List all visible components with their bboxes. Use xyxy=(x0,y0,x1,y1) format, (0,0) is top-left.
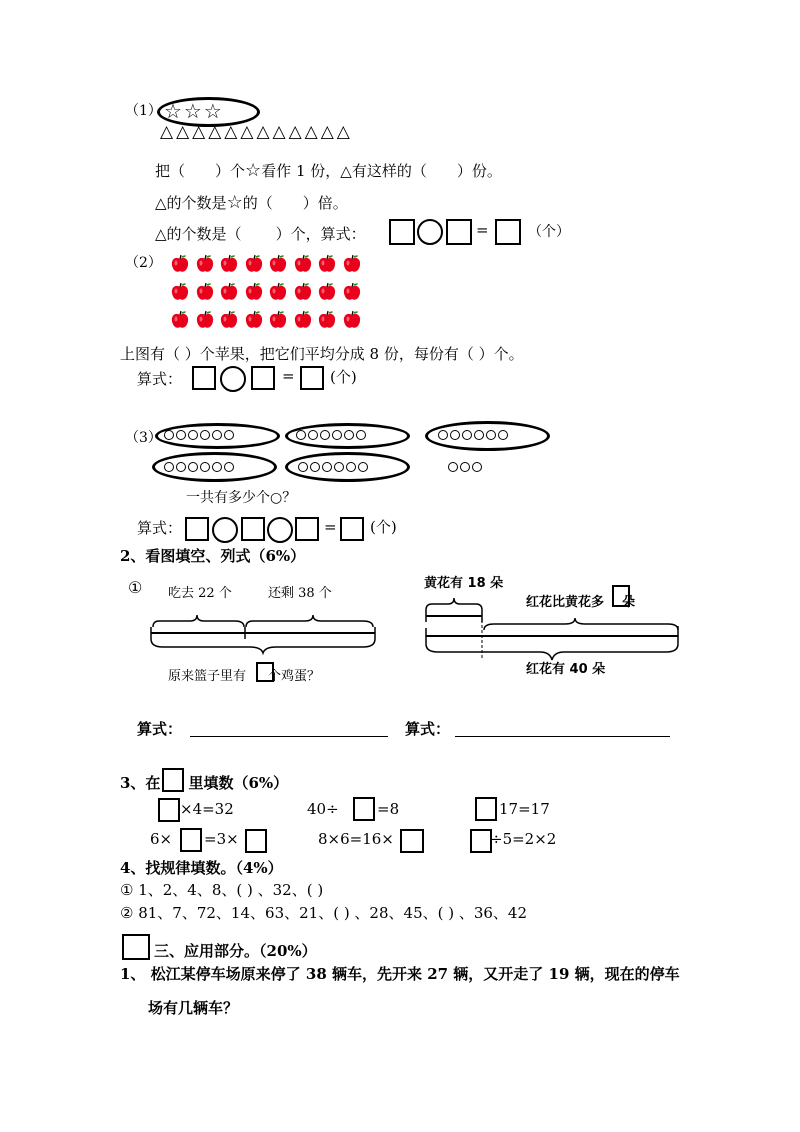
small-circle xyxy=(200,430,210,440)
flower-segment-diagram xyxy=(420,590,685,665)
q2-label: （2） xyxy=(125,255,162,271)
small-circle xyxy=(438,430,448,440)
small-circle xyxy=(224,462,234,472)
answer-box[interactable] xyxy=(158,798,180,822)
sequence-1: ① 1、2、4、8、( ) 、32、( ) xyxy=(120,881,324,899)
equation: 17=17 xyxy=(499,800,550,818)
small-circle xyxy=(164,430,174,440)
equals-sign: = xyxy=(324,518,337,536)
answer-box[interactable] xyxy=(340,517,364,541)
triangle-icon: △ xyxy=(340,162,352,180)
section-3-heading: 3、在 里填数（6%） xyxy=(120,774,289,792)
apple-icon xyxy=(170,254,190,274)
answer-box[interactable] xyxy=(353,797,375,821)
apple-icon xyxy=(244,310,264,330)
apple-icon xyxy=(268,310,288,330)
small-circle xyxy=(200,462,210,472)
small-circle xyxy=(212,430,222,440)
apple-icon xyxy=(195,310,215,330)
eaten-label: 吃去 22 个 xyxy=(168,586,232,601)
small-circle xyxy=(320,430,330,440)
small-circle xyxy=(310,462,320,472)
unit-label: (个) xyxy=(370,518,397,536)
apple-icon xyxy=(268,282,288,302)
triangle-icon: △ xyxy=(155,225,167,243)
apple-icon xyxy=(317,282,337,302)
small-circle xyxy=(474,430,484,440)
apple-icon xyxy=(244,254,264,274)
problem-1: 1、 松江某停车场原来停了 38 辆车，先开来 27 辆，又开走了 19 辆，现在的停车 xyxy=(120,965,680,983)
answer-box[interactable] xyxy=(245,829,267,853)
operator-circle[interactable] xyxy=(417,219,443,245)
equation: 8×6=16× xyxy=(318,830,394,848)
apple-icon xyxy=(219,254,239,274)
answer-box[interactable] xyxy=(470,829,492,853)
answer-box[interactable] xyxy=(251,366,275,390)
apple-icon xyxy=(268,254,288,274)
equation: ×4=32 xyxy=(180,800,234,818)
equation: 6× xyxy=(150,830,173,848)
small-circle xyxy=(188,430,198,440)
equation: 40÷ xyxy=(307,800,339,818)
small-circle xyxy=(334,462,344,472)
small-circle xyxy=(472,462,482,472)
small-circle xyxy=(344,430,354,440)
q1-line2: △的个数是☆的（ ）倍。 xyxy=(155,192,348,213)
apple-icon xyxy=(244,282,264,302)
redmore-unit: 朵 xyxy=(622,595,636,610)
formula-label: 算式： xyxy=(405,720,451,738)
small-circle xyxy=(356,430,366,440)
yellow-label: 黄花有 18 朵 xyxy=(424,576,504,591)
circle-row xyxy=(297,459,369,475)
apple-icon xyxy=(219,282,239,302)
formula-label: 算式： xyxy=(137,370,183,388)
egg-segment-diagram xyxy=(145,605,385,655)
section-2-heading: 2、看图填空、列式（6%） xyxy=(120,547,306,565)
apple-icon xyxy=(170,310,190,330)
answer-box xyxy=(162,768,184,792)
formula-label: 算式： xyxy=(137,720,183,738)
apple-icon xyxy=(317,310,337,330)
answer-box[interactable] xyxy=(256,662,274,682)
equation: =3× xyxy=(204,830,239,848)
operator-circle[interactable] xyxy=(267,517,293,543)
answer-box[interactable] xyxy=(192,366,216,390)
redmore-label: 红花比黄花多 xyxy=(526,595,605,610)
answer-box[interactable] xyxy=(389,219,415,245)
section-4-heading: 4、找规律填数。（4%） xyxy=(120,859,283,877)
q1-label: （1） xyxy=(125,103,162,119)
equals-sign: = xyxy=(282,367,295,385)
sequence-2: ② 81、7、72、14、63、21、( ) 、28、45、( ) 、36、42 xyxy=(120,904,528,922)
small-circle xyxy=(332,430,342,440)
apple-icon xyxy=(195,254,215,274)
small-circle xyxy=(212,462,222,472)
circle-row xyxy=(295,427,367,443)
small-circle xyxy=(176,462,186,472)
star-icon: ☆ xyxy=(226,192,243,213)
answer-box[interactable] xyxy=(241,517,265,541)
apple-icon xyxy=(342,282,362,302)
small-circle xyxy=(462,430,472,440)
apple-icon xyxy=(342,310,362,330)
small-circle xyxy=(450,430,460,440)
q3-label: （3） xyxy=(125,430,162,446)
problem-1-cont: 场有几辆车？ xyxy=(148,999,239,1017)
small-circle xyxy=(298,462,308,472)
equals-sign: = xyxy=(476,221,489,239)
score-box[interactable] xyxy=(122,934,150,960)
answer-box[interactable] xyxy=(400,829,424,853)
small-circle xyxy=(296,430,306,440)
unit-label: （个） xyxy=(528,224,570,240)
answer-line[interactable] xyxy=(190,736,388,737)
answer-line[interactable] xyxy=(455,736,670,737)
q1-line3: △的个数是（ ）个，算式： xyxy=(155,225,366,243)
answer-box[interactable] xyxy=(180,828,202,852)
operator-circle[interactable] xyxy=(220,366,246,392)
circle-row xyxy=(163,427,235,443)
apple-icon xyxy=(317,254,337,274)
unit-label: (个) xyxy=(330,368,357,386)
section-5-heading: 三、应用部分。（20%） xyxy=(154,942,317,960)
circle-row xyxy=(163,459,235,475)
orig-label: 原来篮子里有 个鸡蛋？ xyxy=(168,669,321,684)
circle-row xyxy=(447,459,483,475)
answer-box[interactable] xyxy=(295,517,319,541)
small-circle xyxy=(322,462,332,472)
small-circle xyxy=(448,462,458,472)
answer-box[interactable] xyxy=(495,219,521,245)
apple-icon xyxy=(342,254,362,274)
triangle-icon: △ xyxy=(155,194,167,212)
star-icon: ☆ xyxy=(245,160,262,181)
small-circle xyxy=(176,430,186,440)
small-circle xyxy=(358,462,368,472)
small-circle xyxy=(498,430,508,440)
equation: ÷5=2×2 xyxy=(490,830,557,848)
answer-box[interactable] xyxy=(300,366,324,390)
small-circle xyxy=(486,430,496,440)
left-label: 还剩 38 个 xyxy=(268,586,332,601)
small-circle xyxy=(164,462,174,472)
stars-row: ☆☆☆ xyxy=(164,99,224,123)
red-label: 红花有 40 朵 xyxy=(526,662,606,677)
answer-box[interactable] xyxy=(185,517,209,541)
small-circle xyxy=(346,462,356,472)
item-number: ① xyxy=(128,578,143,597)
formula-label: 算式： xyxy=(137,519,183,537)
apple-icon xyxy=(293,310,313,330)
small-circle xyxy=(460,462,470,472)
apple-icon xyxy=(293,254,313,274)
small-circle xyxy=(188,462,198,472)
equation: =8 xyxy=(377,800,400,818)
apple-icon xyxy=(219,310,239,330)
apple-icon xyxy=(170,282,190,302)
q1-line1: 把（ ）个☆看作 1 份，△有这样的（ ）份。 xyxy=(155,160,502,181)
operator-circle[interactable] xyxy=(212,517,238,543)
small-circle xyxy=(224,430,234,440)
q2-text: 上图有（ ）个苹果，把它们平均分成 8 份，每份有（ ）个。 xyxy=(120,345,524,363)
apple-icon xyxy=(195,282,215,302)
answer-box[interactable] xyxy=(475,797,497,821)
circle-row xyxy=(437,427,509,443)
small-circle xyxy=(308,430,318,440)
apple-icon xyxy=(293,282,313,302)
triangles-row: △△△△△△△△△△△△ xyxy=(160,122,353,142)
answer-box[interactable] xyxy=(446,219,472,245)
q3-question: 一共有多少个○？ xyxy=(186,490,297,506)
